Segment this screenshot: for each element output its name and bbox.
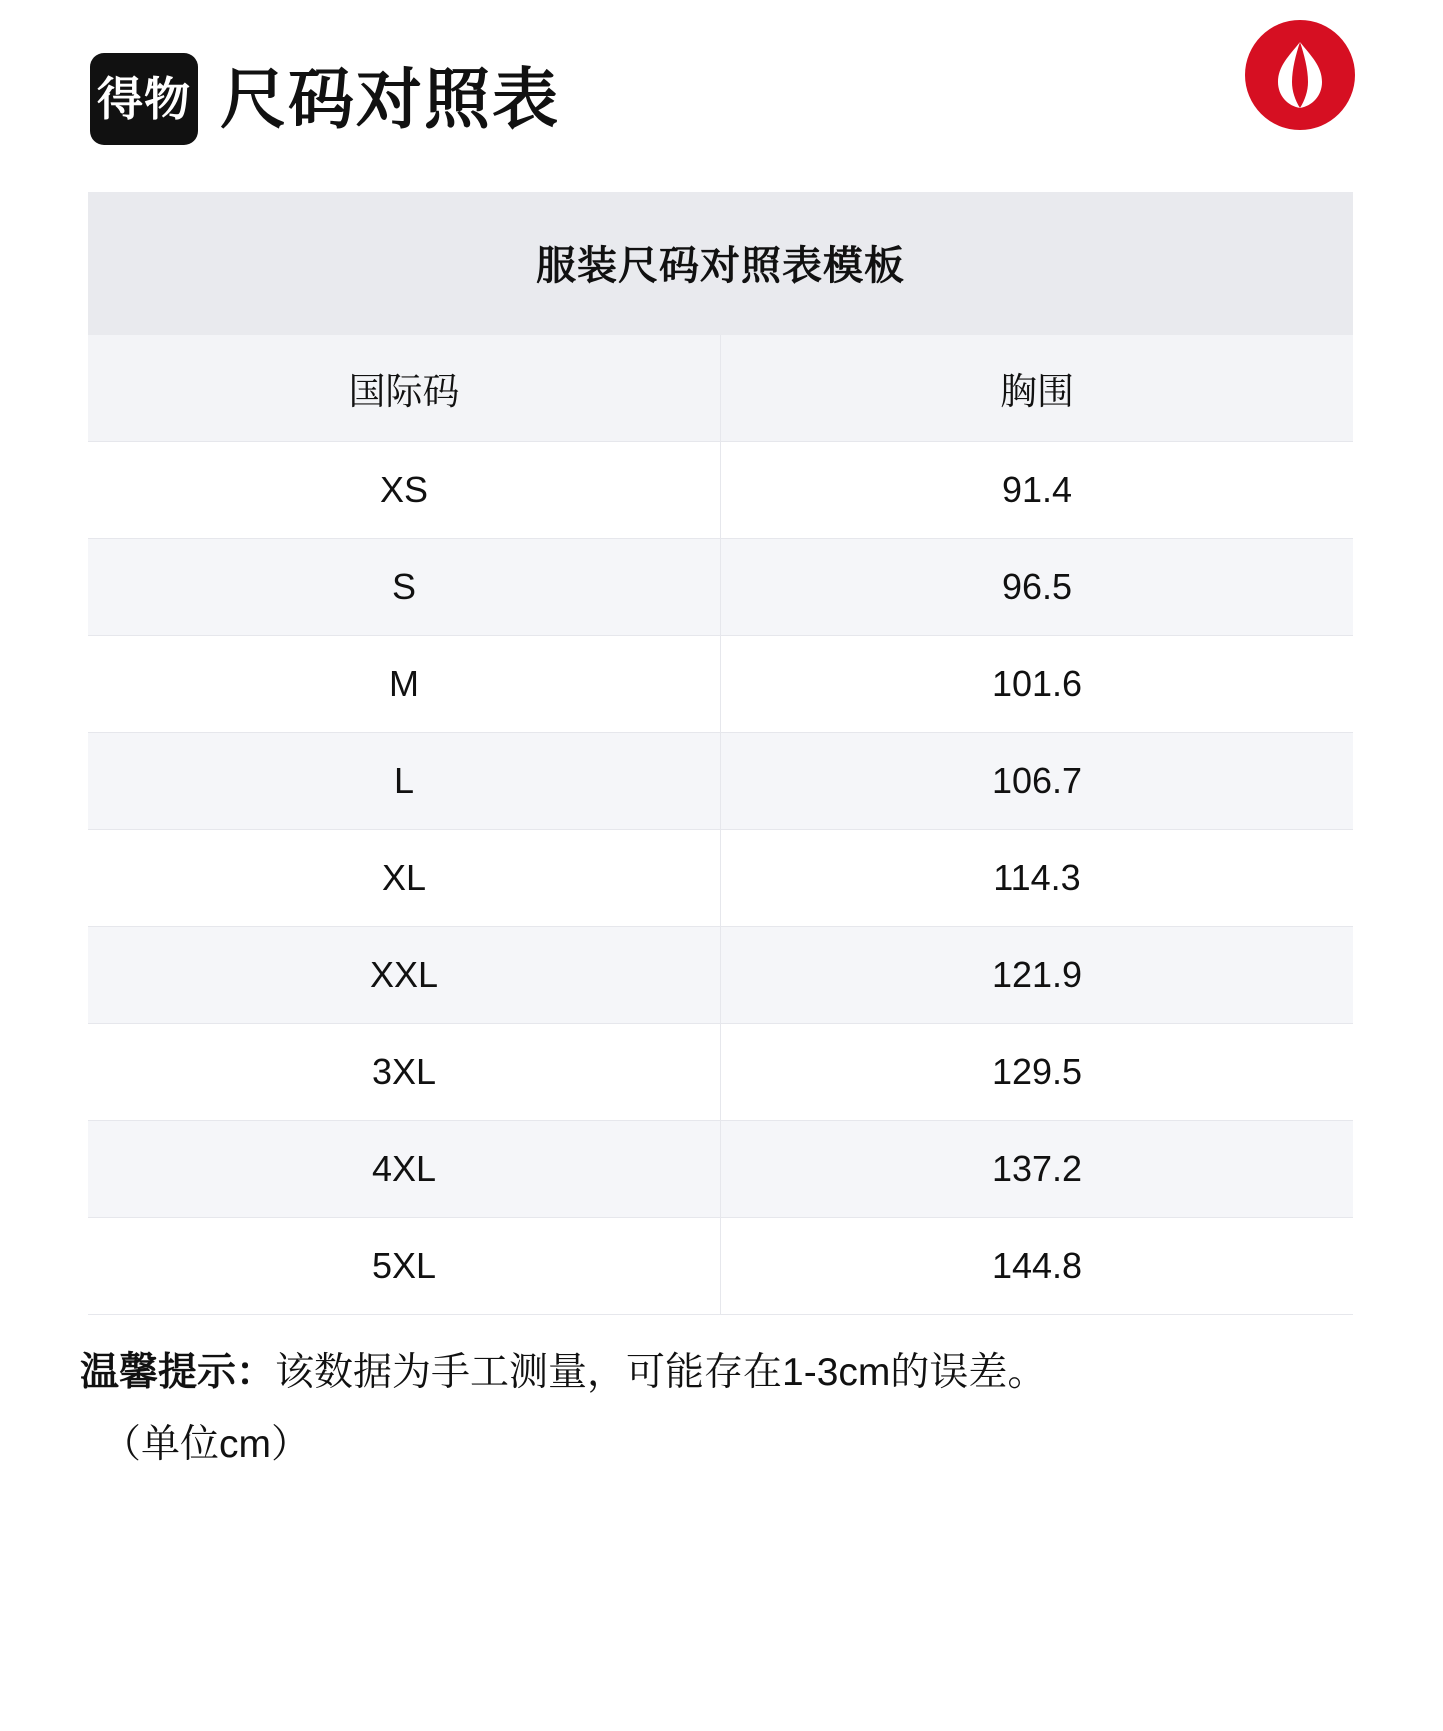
table-row: [88, 1218, 1353, 1315]
cell-size: XXL: [88, 927, 721, 1024]
table-row: [88, 733, 1353, 830]
brand-badge-label: 得物: [97, 73, 191, 125]
table-body: [88, 442, 1353, 1315]
cell-chest: 137.2: [721, 1121, 1354, 1218]
brand-badge: [90, 53, 198, 145]
cell-size: M: [88, 636, 721, 733]
lululemon-logo-icon: [1245, 20, 1355, 130]
table-header-row: [88, 335, 1353, 442]
page-title: 尺码对照表: [220, 62, 560, 136]
table-row: [88, 927, 1353, 1024]
table-row: [88, 1121, 1353, 1218]
cell-size: 4XL: [88, 1121, 721, 1218]
table-row: [88, 442, 1353, 539]
table-row: [88, 636, 1353, 733]
cell-chest: 96.5: [721, 539, 1354, 636]
cell-size: 3XL: [88, 1024, 721, 1121]
size-table-container: [88, 192, 1353, 1315]
table-caption: 服装尺码对照表模板: [88, 192, 1353, 335]
table-row: [88, 1024, 1353, 1121]
note-text: 该数据为手工测量，可能存在1-3cm的误差。: [275, 1351, 1047, 1394]
size-table: [88, 335, 1353, 1315]
table-row: [88, 539, 1353, 636]
cell-size: XL: [88, 830, 721, 927]
page-header: [0, 0, 1443, 170]
cell-size: L: [88, 733, 721, 830]
footer-note: [80, 1343, 1363, 1476]
note-label: 温馨提示：: [80, 1351, 276, 1394]
cell-chest: 91.4: [721, 442, 1354, 539]
cell-size: S: [88, 539, 721, 636]
table-header: [88, 335, 1353, 442]
table-row: [88, 830, 1353, 927]
cell-chest: 129.5: [721, 1024, 1354, 1121]
cell-chest: 101.6: [721, 636, 1354, 733]
note-unit: （单位cm）: [102, 1423, 310, 1467]
cell-chest: 106.7: [721, 733, 1354, 830]
cell-chest: 121.9: [721, 927, 1354, 1024]
cell-chest: 114.3: [721, 830, 1354, 927]
column-header-size: 国际码: [88, 335, 721, 442]
cell-chest: 144.8: [721, 1218, 1354, 1315]
cell-size: XS: [88, 442, 721, 539]
column-header-chest: 胸围: [721, 335, 1354, 442]
cell-size: 5XL: [88, 1218, 721, 1315]
